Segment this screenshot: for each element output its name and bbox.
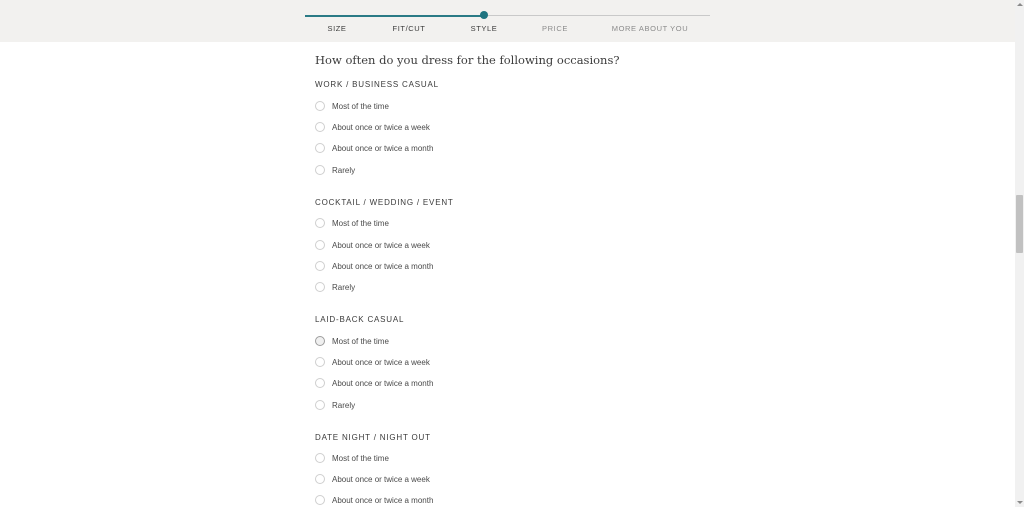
group-title-work: WORK / BUSINESS CASUAL bbox=[315, 80, 439, 89]
option-date-most[interactable] bbox=[315, 451, 389, 465]
radio-button[interactable] bbox=[315, 336, 325, 346]
step-fit-cut[interactable]: FIT/CUT bbox=[392, 24, 426, 33]
radio-button[interactable] bbox=[315, 453, 325, 463]
option-cocktail-most[interactable] bbox=[315, 216, 389, 230]
option-label: About once or twice a week bbox=[332, 240, 430, 250]
option-label: About once or twice a month bbox=[332, 261, 434, 271]
radio-button[interactable] bbox=[315, 143, 325, 153]
radio-button[interactable] bbox=[315, 400, 325, 410]
radio-button[interactable] bbox=[315, 261, 325, 271]
radio-button[interactable] bbox=[315, 495, 325, 505]
option-label: About once or twice a month bbox=[332, 143, 434, 153]
group-title-laid-back: LAID-BACK CASUAL bbox=[315, 315, 405, 324]
option-label: About once or twice a week bbox=[332, 357, 430, 367]
option-label: Rarely bbox=[332, 165, 356, 175]
step-price[interactable]: PRICE bbox=[542, 24, 568, 33]
radio-button[interactable] bbox=[315, 165, 325, 175]
step-size[interactable]: SIZE bbox=[327, 24, 347, 33]
progress-current-dot bbox=[480, 11, 488, 19]
group-title-date-night: DATE NIGHT / NIGHT OUT bbox=[315, 433, 431, 442]
option-work-monthly[interactable] bbox=[315, 141, 433, 155]
group-title-cocktail: COCKTAIL / WEDDING / EVENT bbox=[315, 198, 454, 207]
option-label: About once or twice a week bbox=[332, 474, 430, 484]
option-work-rarely[interactable] bbox=[315, 163, 355, 177]
option-cocktail-weekly[interactable] bbox=[315, 238, 430, 252]
radio-button[interactable] bbox=[315, 357, 325, 367]
option-label: Most of the time bbox=[332, 218, 389, 228]
option-label: About once or twice a week bbox=[332, 122, 430, 132]
option-label: Rarely bbox=[332, 400, 356, 410]
option-date-weekly[interactable] bbox=[315, 472, 430, 486]
progress-track-fill bbox=[305, 15, 484, 17]
scroll-down-arrow-icon[interactable] bbox=[1015, 498, 1024, 507]
option-casual-weekly[interactable] bbox=[315, 355, 430, 369]
option-label: Rarely bbox=[332, 282, 356, 292]
option-label: About once or twice a month bbox=[332, 378, 434, 388]
step-more-about-you[interactable]: MORE ABOUT YOU bbox=[611, 24, 689, 33]
option-work-most[interactable] bbox=[315, 99, 389, 113]
step-style[interactable]: STYLE bbox=[470, 24, 498, 33]
vertical-scrollbar[interactable] bbox=[1015, 0, 1024, 507]
option-label: Most of the time bbox=[332, 101, 389, 111]
radio-button[interactable] bbox=[315, 474, 325, 484]
progress-header bbox=[0, 0, 1015, 42]
scrollbar-thumb[interactable] bbox=[1016, 195, 1023, 253]
option-label: Most of the time bbox=[332, 453, 389, 463]
option-date-monthly[interactable] bbox=[315, 493, 433, 507]
option-work-weekly[interactable] bbox=[315, 120, 430, 134]
radio-button[interactable] bbox=[315, 218, 325, 228]
radio-button[interactable] bbox=[315, 122, 325, 132]
radio-button[interactable] bbox=[315, 282, 325, 292]
radio-button[interactable] bbox=[315, 240, 325, 250]
option-casual-most[interactable] bbox=[315, 334, 389, 348]
option-casual-rarely[interactable] bbox=[315, 398, 355, 412]
question-heading: How often do you dress for the following occasions? bbox=[315, 53, 620, 67]
scroll-up-arrow-icon[interactable] bbox=[1015, 0, 1024, 9]
option-casual-monthly[interactable] bbox=[315, 376, 433, 390]
option-label: Most of the time bbox=[332, 336, 389, 346]
option-cocktail-rarely[interactable] bbox=[315, 280, 355, 294]
radio-button[interactable] bbox=[315, 378, 325, 388]
option-cocktail-monthly[interactable] bbox=[315, 259, 433, 273]
option-label: About once or twice a month bbox=[332, 495, 434, 505]
radio-button[interactable] bbox=[315, 101, 325, 111]
